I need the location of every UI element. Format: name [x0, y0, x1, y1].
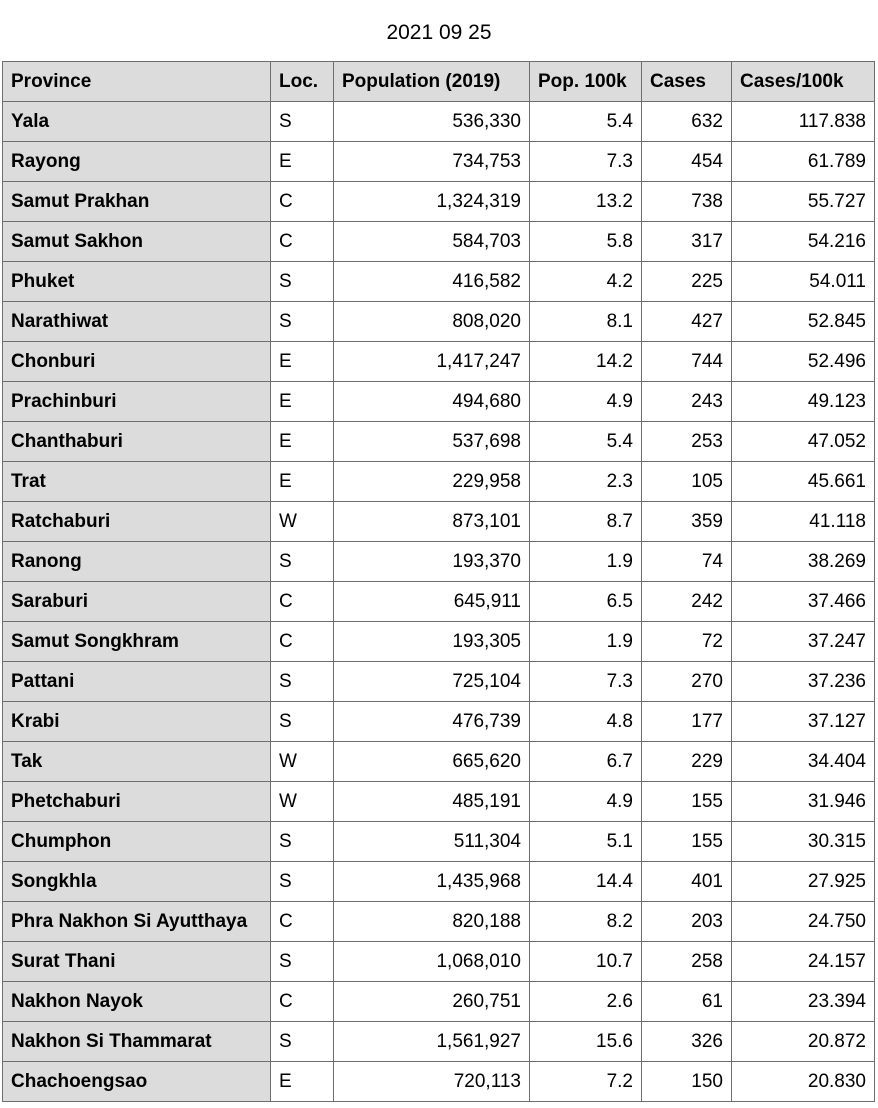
cases-cell: 203 — [642, 902, 732, 942]
cases-per-100k-cell: 37.127 — [732, 702, 875, 742]
population-cell: 584,703 — [334, 222, 530, 262]
cases-per-100k-cell: 45.661 — [732, 462, 875, 502]
province-cell: Trat — [3, 462, 271, 502]
province-cell: Tak — [3, 742, 271, 782]
province-cell: Samut Songkhram — [3, 622, 271, 662]
cases-per-100k-cell: 31.946 — [732, 782, 875, 822]
cases-per-100k-cell: 61.789 — [732, 142, 875, 182]
location-cell: C — [271, 902, 334, 942]
province-cell: Ranong — [3, 542, 271, 582]
population-cell: 1,561,927 — [334, 1022, 530, 1062]
pop-100k-cell: 1.9 — [530, 542, 642, 582]
table-row — [3, 262, 875, 302]
cases-per-100k-cell: 34.404 — [732, 742, 875, 782]
pop-100k-cell: 8.2 — [530, 902, 642, 942]
cases-cell: 229 — [642, 742, 732, 782]
cases-cell: 242 — [642, 582, 732, 622]
pop-100k-cell: 6.7 — [530, 742, 642, 782]
pop-100k-cell: 10.7 — [530, 942, 642, 982]
cases-per-100k-cell: 54.011 — [732, 262, 875, 302]
province-cell: Phetchaburi — [3, 782, 271, 822]
cases-per-100k-cell: 41.118 — [732, 502, 875, 542]
population-cell: 494,680 — [334, 382, 530, 422]
location-cell: S — [271, 702, 334, 742]
cases-cell: 632 — [642, 102, 732, 142]
population-cell: 537,698 — [334, 422, 530, 462]
location-cell: C — [271, 222, 334, 262]
province-cell: Phra Nakhon Si Ayutthaya — [3, 902, 271, 942]
location-cell: S — [271, 542, 334, 582]
province-cell: Chachoengsao — [3, 1062, 271, 1102]
location-cell: W — [271, 502, 334, 542]
population-cell: 820,188 — [334, 902, 530, 942]
cases-per-100k-cell: 55.727 — [732, 182, 875, 222]
pop-100k-cell: 5.8 — [530, 222, 642, 262]
cases-cell: 253 — [642, 422, 732, 462]
population-cell: 1,417,247 — [334, 342, 530, 382]
population-cell: 734,753 — [334, 142, 530, 182]
cases-cell: 258 — [642, 942, 732, 982]
pop-100k-cell: 7.3 — [530, 662, 642, 702]
table-row — [3, 782, 875, 822]
table-row — [3, 702, 875, 742]
location-cell: S — [271, 822, 334, 862]
column-header-province: Province — [3, 62, 271, 102]
population-cell: 193,370 — [334, 542, 530, 582]
province-cell: Rayong — [3, 142, 271, 182]
province-cell: Samut Sakhon — [3, 222, 271, 262]
table-row — [3, 982, 875, 1022]
cases-cell: 326 — [642, 1022, 732, 1062]
province-cell: Saraburi — [3, 582, 271, 622]
location-cell: E — [271, 462, 334, 502]
location-cell: S — [271, 862, 334, 902]
province-cell: Surat Thani — [3, 942, 271, 982]
cases-per-100k-cell: 54.216 — [732, 222, 875, 262]
pop-100k-cell: 13.2 — [530, 182, 642, 222]
cases-per-100k-cell: 24.750 — [732, 902, 875, 942]
location-cell: S — [271, 262, 334, 302]
table-row — [3, 662, 875, 702]
population-cell: 665,620 — [334, 742, 530, 782]
province-cell: Songkhla — [3, 862, 271, 902]
pop-100k-cell: 7.2 — [530, 1062, 642, 1102]
cases-cell: 105 — [642, 462, 732, 502]
table-row — [3, 822, 875, 862]
location-cell: S — [271, 662, 334, 702]
location-cell: E — [271, 142, 334, 182]
pop-100k-cell: 1.9 — [530, 622, 642, 662]
population-cell: 1,435,968 — [334, 862, 530, 902]
column-header-population: Population (2019) — [334, 62, 530, 102]
population-cell: 485,191 — [334, 782, 530, 822]
table-row — [3, 582, 875, 622]
cases-per-100k-cell: 23.394 — [732, 982, 875, 1022]
table-row — [3, 902, 875, 942]
location-cell: W — [271, 782, 334, 822]
column-header-cases: Cases — [642, 62, 732, 102]
pop-100k-cell: 4.2 — [530, 262, 642, 302]
location-cell: E — [271, 422, 334, 462]
cases-cell: 454 — [642, 142, 732, 182]
pop-100k-cell: 5.4 — [530, 102, 642, 142]
cases-cell: 401 — [642, 862, 732, 902]
province-cases-table — [2, 61, 875, 1102]
cases-cell: 738 — [642, 182, 732, 222]
cases-cell: 177 — [642, 702, 732, 742]
cases-cell: 61 — [642, 982, 732, 1022]
pop-100k-cell: 2.6 — [530, 982, 642, 1022]
pop-100k-cell: 8.7 — [530, 502, 642, 542]
pop-100k-cell: 2.3 — [530, 462, 642, 502]
pop-100k-cell: 4.8 — [530, 702, 642, 742]
column-header-cases-per-100k: Cases/100k — [732, 62, 875, 102]
pop-100k-cell: 5.1 — [530, 822, 642, 862]
table-row — [3, 182, 875, 222]
table-row — [3, 622, 875, 662]
province-cell: Phuket — [3, 262, 271, 302]
cases-per-100k-cell: 52.496 — [732, 342, 875, 382]
cases-cell: 359 — [642, 502, 732, 542]
column-header-pop-100k: Pop. 100k — [530, 62, 642, 102]
table-row — [3, 1022, 875, 1062]
province-cell: Krabi — [3, 702, 271, 742]
location-cell: C — [271, 982, 334, 1022]
cases-cell: 150 — [642, 1062, 732, 1102]
cases-per-100k-cell: 20.830 — [732, 1062, 875, 1102]
cases-per-100k-cell: 27.925 — [732, 862, 875, 902]
location-cell: E — [271, 1062, 334, 1102]
cases-per-100k-cell: 37.466 — [732, 582, 875, 622]
page-title: 2021 09 25 — [386, 21, 492, 44]
pop-100k-cell: 8.1 — [530, 302, 642, 342]
province-cell: Chumphon — [3, 822, 271, 862]
table-row — [3, 502, 875, 542]
province-cell: Pattani — [3, 662, 271, 702]
pop-100k-cell: 14.2 — [530, 342, 642, 382]
cases-per-100k-cell: 52.845 — [732, 302, 875, 342]
table-row — [3, 142, 875, 182]
cases-per-100k-cell: 24.157 — [732, 942, 875, 982]
table-row — [3, 742, 875, 782]
province-cell: Chonburi — [3, 342, 271, 382]
location-cell: S — [271, 1022, 334, 1062]
location-cell: S — [271, 942, 334, 982]
table-row — [3, 342, 875, 382]
province-cell: Chanthaburi — [3, 422, 271, 462]
cases-cell: 155 — [642, 822, 732, 862]
province-cell: Nakhon Si Thammarat — [3, 1022, 271, 1062]
cases-per-100k-cell: 117.838 — [732, 102, 875, 142]
table-row — [3, 222, 875, 262]
pop-100k-cell: 7.3 — [530, 142, 642, 182]
table-row — [3, 1062, 875, 1102]
table-row — [3, 382, 875, 422]
population-cell: 229,958 — [334, 462, 530, 502]
province-cell: Samut Prakhan — [3, 182, 271, 222]
cases-cell: 155 — [642, 782, 732, 822]
cases-per-100k-cell: 38.269 — [732, 542, 875, 582]
table-body — [3, 102, 875, 1102]
location-cell: C — [271, 182, 334, 222]
province-cell: Ratchaburi — [3, 502, 271, 542]
cases-per-100k-cell: 20.872 — [732, 1022, 875, 1062]
column-header-loc: Loc. — [271, 62, 334, 102]
population-cell: 720,113 — [334, 1062, 530, 1102]
location-cell: W — [271, 742, 334, 782]
province-cell: Prachinburi — [3, 382, 271, 422]
pop-100k-cell: 4.9 — [530, 782, 642, 822]
population-cell: 1,324,319 — [334, 182, 530, 222]
table-row — [3, 542, 875, 582]
cases-cell: 225 — [642, 262, 732, 302]
cases-cell: 270 — [642, 662, 732, 702]
population-cell: 1,068,010 — [334, 942, 530, 982]
cases-per-100k-cell: 47.052 — [732, 422, 875, 462]
table-row — [3, 942, 875, 982]
population-cell: 260,751 — [334, 982, 530, 1022]
location-cell: S — [271, 102, 334, 142]
table-row — [3, 462, 875, 502]
table-row — [3, 102, 875, 142]
population-cell: 193,305 — [334, 622, 530, 662]
location-cell: E — [271, 382, 334, 422]
population-cell: 725,104 — [334, 662, 530, 702]
pop-100k-cell: 6.5 — [530, 582, 642, 622]
cases-per-100k-cell: 37.247 — [732, 622, 875, 662]
cases-cell: 243 — [642, 382, 732, 422]
cases-cell: 72 — [642, 622, 732, 662]
cases-per-100k-cell: 37.236 — [732, 662, 875, 702]
population-cell: 416,582 — [334, 262, 530, 302]
table-row — [3, 302, 875, 342]
population-cell: 645,911 — [334, 582, 530, 622]
cases-per-100k-cell: 30.315 — [732, 822, 875, 862]
pop-100k-cell: 4.9 — [530, 382, 642, 422]
province-cell: Narathiwat — [3, 302, 271, 342]
location-cell: C — [271, 622, 334, 662]
pop-100k-cell: 15.6 — [530, 1022, 642, 1062]
table-row — [3, 422, 875, 462]
population-cell: 808,020 — [334, 302, 530, 342]
population-cell: 536,330 — [334, 102, 530, 142]
location-cell: C — [271, 582, 334, 622]
population-cell: 476,739 — [334, 702, 530, 742]
province-cell: Yala — [3, 102, 271, 142]
cases-cell: 74 — [642, 542, 732, 582]
header-row — [3, 62, 875, 102]
population-cell: 511,304 — [334, 822, 530, 862]
cases-cell: 427 — [642, 302, 732, 342]
pop-100k-cell: 14.4 — [530, 862, 642, 902]
table-row — [3, 862, 875, 902]
province-cell: Nakhon Nayok — [3, 982, 271, 1022]
location-cell: E — [271, 342, 334, 382]
cases-per-100k-cell: 49.123 — [732, 382, 875, 422]
cases-cell: 744 — [642, 342, 732, 382]
population-cell: 873,101 — [334, 502, 530, 542]
cases-cell: 317 — [642, 222, 732, 262]
pop-100k-cell: 5.4 — [530, 422, 642, 462]
location-cell: S — [271, 302, 334, 342]
